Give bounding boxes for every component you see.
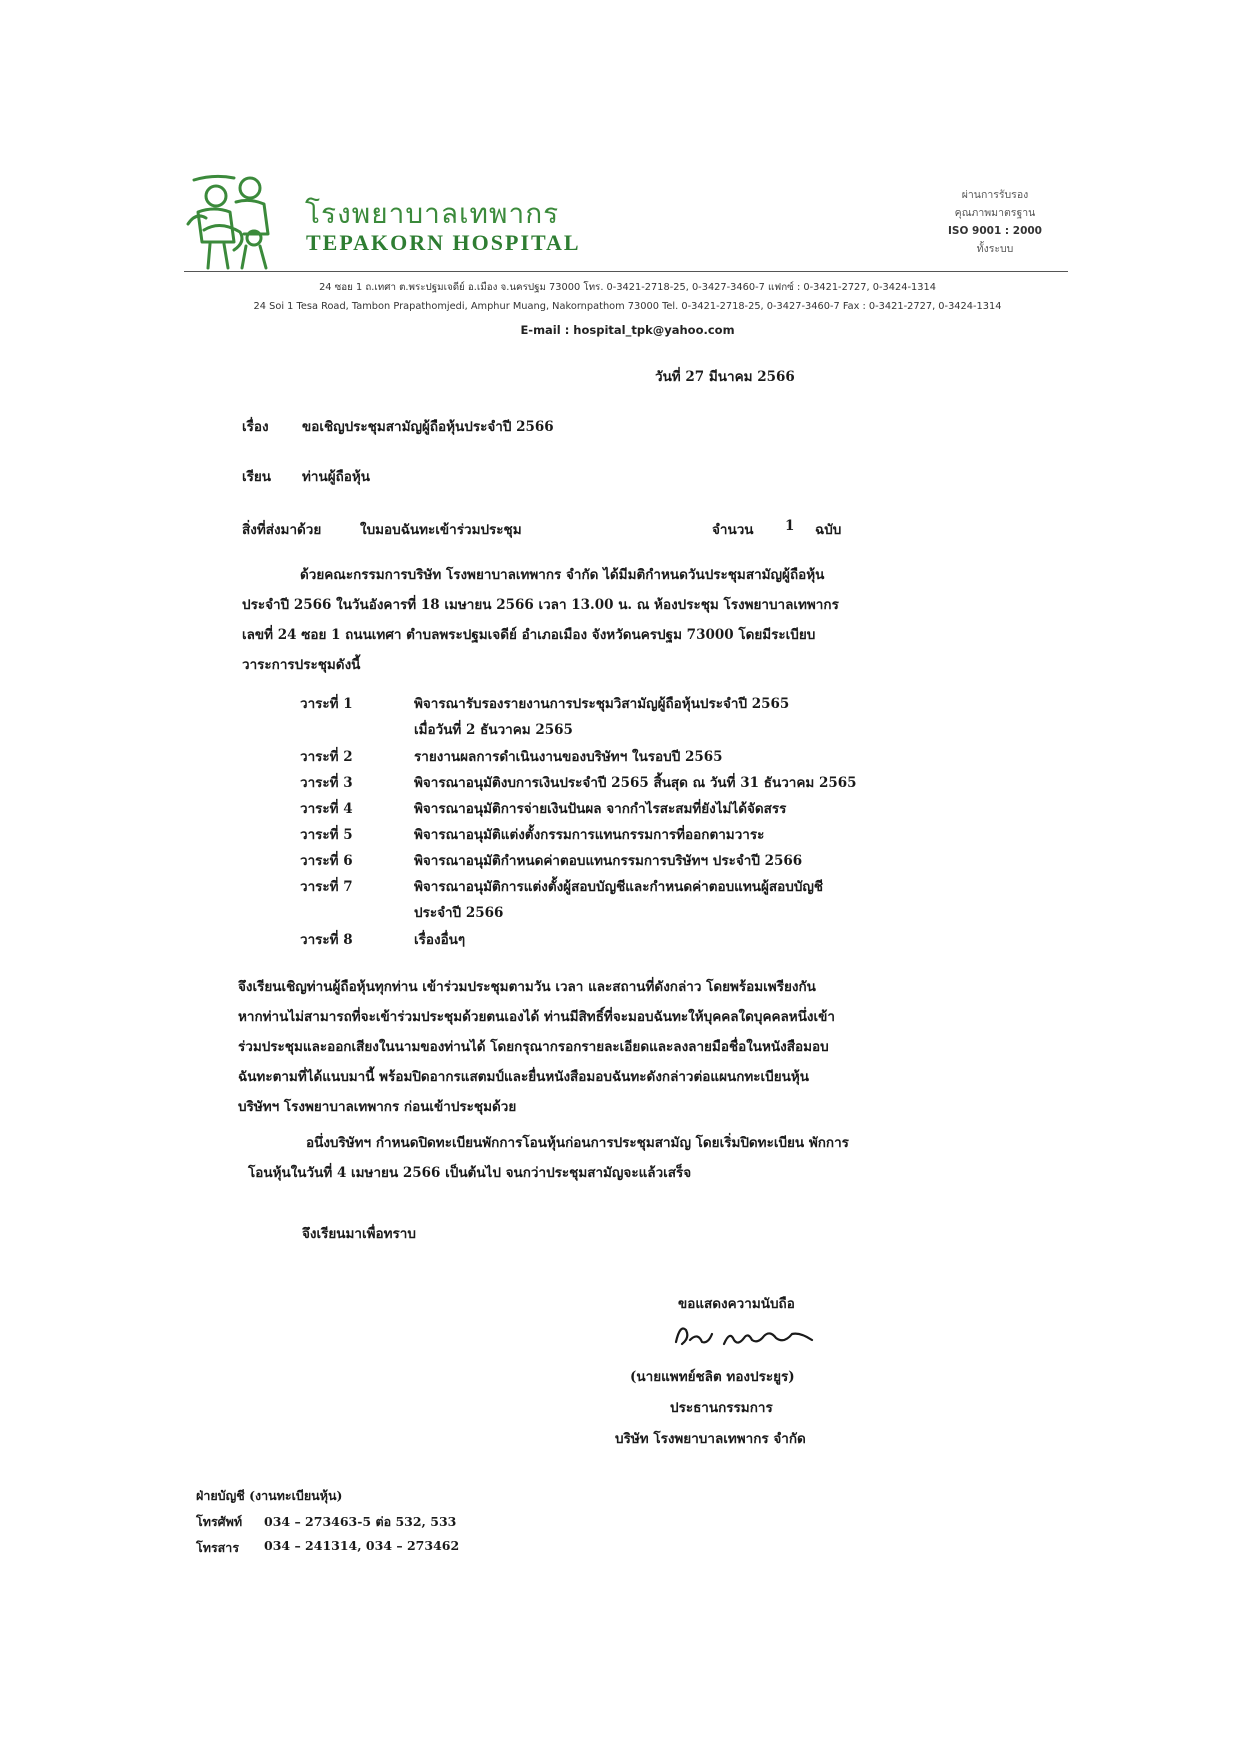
certification-block — [935, 186, 1055, 258]
invitation-line: ร่วมประชุมและออกเสียงในนามของท่านได้ โดยกรุณากรอกรายละเอียดและลงลายมือชื่อในหนังสือมอบ — [238, 1039, 829, 1055]
agenda-item: เมื่อวันที่ 2 ธันวาคม 2565 — [414, 722, 573, 738]
subject-text: ขอเชิญประชุมสามัญผู้ถือหุ้นประจำปี 2566 — [302, 419, 554, 435]
intro-line: ด้วยคณะกรรมการบริษัท โรงพยาบาลเทพากร จำกัด ได้มีมติกำหนดวันประชุมสามัญผู้ถือหุ้น — [300, 567, 825, 583]
enclosure-qty: 1 — [785, 518, 795, 534]
agenda-number: วาระที่ 2 — [300, 749, 353, 765]
email-line: E-mail : hospital_tpk@yahoo.com — [520, 323, 735, 337]
address-english: 24 Soi 1 Tesa Road, Tambon Prapathomjedi, Amphur Muang, Nakornpathom 73000 Tel. 0-3421-2718-25, 0-3427-3460-7 Fax : 0-3421-2727, 0-3424-1314 — [253, 301, 1002, 312]
footer-phone: 034 – 273463-5 ต่อ 532, 533 — [264, 1514, 457, 1529]
signer-name: (นายแพทย์ชลิต ทองประยูร) — [630, 1369, 795, 1385]
footer-fax: 034 – 241314, 034 – 273462 — [264, 1538, 460, 1553]
enclosure-text: ใบมอบฉันทะเข้าร่วมประชุม — [360, 522, 522, 538]
agenda-number: วาระที่ 4 — [300, 801, 353, 817]
agenda-number: วาระที่ 6 — [300, 853, 353, 869]
hospital-name-thai: โรงพยาบาลเทพากร — [305, 197, 560, 230]
footer-department: ฝ่ายบัญชี (งานทะเบียนหุ้น) — [196, 1488, 343, 1503]
to-text: ท่านผู้ถือหุ้น — [302, 469, 371, 485]
agenda-item: พิจารณาอนุมัติงบการเงินประจำปี 2565 สิ้นสุด ณ วันที่ 31 ธันวาคม 2565 — [414, 775, 857, 791]
signer-company: บริษัท โรงพยาบาลเทพากร จำกัด — [615, 1431, 806, 1447]
agenda-number: วาระที่ 1 — [300, 696, 353, 712]
invitation-line: จึงเรียนเชิญท่านผู้ถือหุ้นทุกท่าน เข้าร่วมประชุมตามวัน เวลา และสถานที่ดังกล่าว โดยพร้อมเพรียงกัน — [238, 979, 816, 995]
agenda-item: รายงานผลการดำเนินงานของบริษัทฯ ในรอบปี 2565 — [414, 749, 723, 765]
agenda-number: วาระที่ 8 — [300, 932, 353, 948]
intro-line: ประจำปี 2566 ในวันอังคารที่ 18 เมษายน 2566 เวลา 13.00 น. ณ ห้องประชุม โรงพยาบาลเทพากร — [242, 597, 839, 613]
regards-line: ขอแสดงความนับถือ — [678, 1296, 795, 1312]
closure-paragraph — [248, 1128, 1028, 1188]
signature-mark — [672, 1318, 822, 1352]
address-thai: 24 ซอย 1 ถ.เทศา ต.พระปฐมเจดีย์ อ.เมือง จ.นครปฐม 73000 โทร. 0-3421-2718-25, 0-3427-3460-7 แฟกซ์ : 0-3421-2727, 0-3424-1314 — [319, 282, 936, 293]
to-label: เรียน — [242, 469, 272, 485]
agenda-item: พิจารณาอนุมัติการแต่งตั้งผู้สอบบัญชีและกำหนดค่าตอบแทนผู้สอบบัญชี — [414, 879, 824, 895]
agenda-item: พิจารณาอนุมัติแต่งตั้งกรรมการแทนกรรมการที่ออกตามวาระ — [414, 827, 765, 843]
enclosure-label: สิ่งที่ส่งมาด้วย — [242, 522, 322, 538]
agenda-number: วาระที่ 7 — [300, 879, 353, 895]
intro-line: วาระการประชุมดังนี้ — [242, 657, 361, 673]
agenda-item: พิจารณารับรองรายงานการประชุมวิสามัญผู้ถือหุ้นประจำปี 2565 — [414, 696, 790, 712]
enclosure-unit: ฉบับ — [815, 522, 842, 538]
invitation-line: หากท่านไม่สามารถที่จะเข้าร่วมประชุมด้วยตนเองได้ ท่านมีสิทธิ์ที่จะมอบฉันทะให้บุคคลใดบุคคลหนึ่งเข้า — [238, 1009, 835, 1025]
closure-line: โอนหุ้นในวันที่ 4 เมษายน 2566 เป็นต้นไป จนกว่าประชุมสามัญจะแล้วเสร็จ — [248, 1165, 692, 1181]
footer-phone-label: โทรศัพท์ — [196, 1514, 243, 1529]
agenda-number: วาระที่ 3 — [300, 775, 353, 791]
enclosure-qty-label: จำนวน — [712, 522, 754, 538]
letter-date: วันที่ 27 มีนาคม 2566 — [655, 369, 795, 385]
agenda-item: พิจารณาอนุมัติกำหนดค่าตอบแทนกรรมการบริษัทฯ ประจำปี 2566 — [414, 853, 803, 869]
certification-line: คุณภาพมาตรฐาน — [954, 207, 1036, 219]
inform-line: จึงเรียนมาเพื่อทราบ — [302, 1226, 416, 1242]
footer-fax-label: โทรสาร — [196, 1540, 240, 1555]
letterhead-divider — [184, 271, 1068, 272]
agenda-item: เรื่องอื่นๆ — [414, 932, 466, 948]
hospital-logo — [184, 172, 302, 272]
agenda-number: วาระที่ 5 — [300, 827, 353, 843]
invitation-line: บริษัทฯ โรงพยาบาลเทพากร ก่อนเข้าประชุมด้วย — [238, 1099, 517, 1115]
closure-line: อนึ่งบริษัทฯ กำหนดปิดทะเบียนพักการโอนหุ้นก่อนการประชุมสามัญ โดยเริ่มปิดทะเบียน พักการ — [306, 1135, 849, 1151]
agenda-item: ประจำปี 2566 — [414, 905, 504, 921]
hospital-name-english: TEPAKORN HOSPITAL — [306, 230, 581, 255]
certification-line: ทั้งระบบ — [976, 243, 1014, 255]
invitation-line: ฉันทะตามที่ได้แนบมานี้ พร้อมปิดอากรแสตมป์และยื่นหนังสือมอบฉันทะดังกล่าวต่อแผนกทะเบียนหุ้น — [238, 1069, 810, 1085]
certification-line: ผ่านการรับรอง — [961, 189, 1029, 201]
intro-paragraph — [242, 560, 1002, 680]
subject-label: เรื่อง — [242, 419, 269, 435]
signer-title: ประธานกรรมการ — [670, 1400, 773, 1416]
agenda-item: พิจารณาอนุมัติการจ่ายเงินปันผล จากกำไรสะสมที่ยังไม่ได้จัดสรร — [414, 801, 787, 817]
certification-line: ISO 9001 : 2000 — [947, 225, 1042, 237]
invitation-paragraph — [238, 972, 1028, 1122]
intro-line: เลขที่ 24 ซอย 1 ถนนเทศา ตำบลพระปฐมเจดีย์ อำเภอเมือง จังหวัดนครปฐม 73000 โดยมีระเบียบ — [242, 627, 816, 643]
